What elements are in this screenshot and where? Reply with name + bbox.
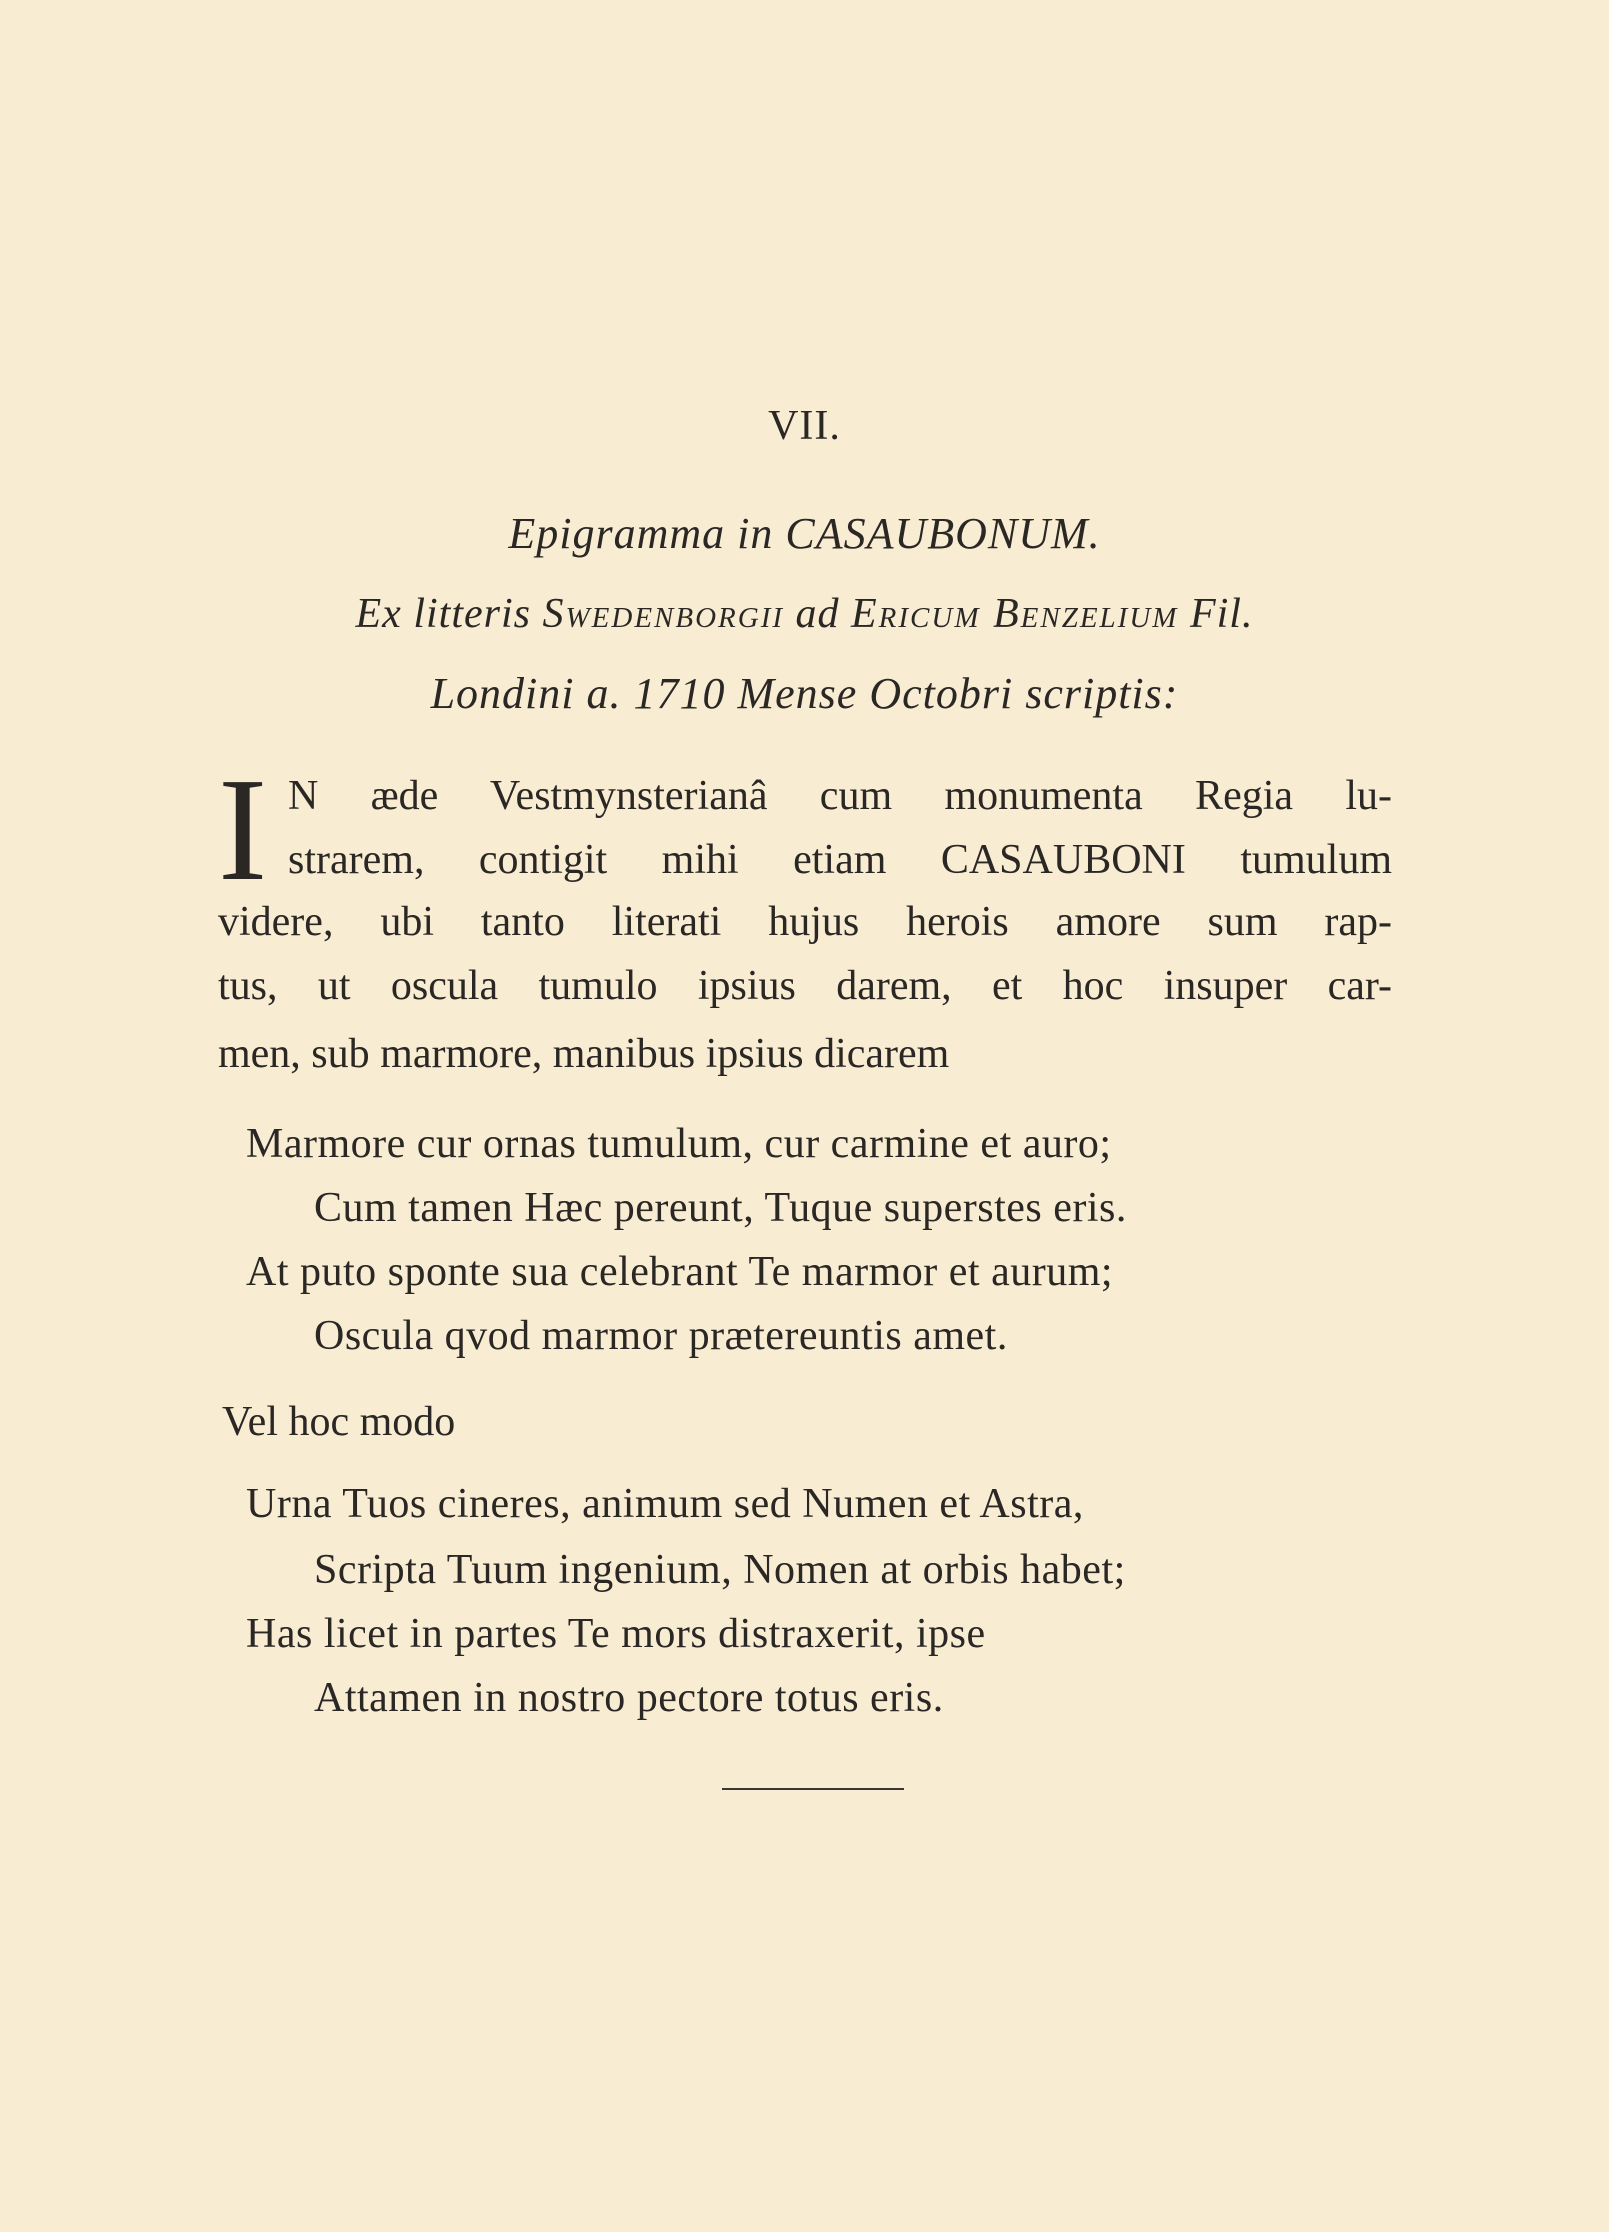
- verse-line: Oscula qvod marmor prætereuntis amet.: [314, 1313, 1008, 1359]
- prose-line: men, sub marmore, manibus ipsius dicarem: [218, 1031, 950, 1077]
- verse-line: Has licet in partes Te mors distraxerit, ipse: [246, 1611, 986, 1657]
- source-part-1: Ex litteris: [355, 591, 543, 637]
- source-author: Swedenborgii: [542, 591, 785, 637]
- verse-line: Scripta Tuum ingenium, Nomen at orbis habet;: [314, 1547, 1126, 1593]
- verse-line: Cum tamen Hæc pereunt, Tuque superstes eris.: [314, 1185, 1127, 1231]
- verse-line: Urna Tuos cineres, animum sed Numen et Astra,: [246, 1481, 1084, 1527]
- source-line: [0, 590, 1609, 638]
- source-part-2: ad: [784, 591, 852, 637]
- prose-line: videre, ubi tanto literati hujus herois amore sum rap-: [218, 899, 1392, 945]
- location-date-line: Londini a. 1710 Mense Octobri scriptis:: [430, 669, 1179, 718]
- source-recipient: Ericum Benzelium: [851, 591, 1179, 637]
- epigram-title-subject: CASAUBONUM.: [785, 509, 1101, 558]
- verse-line: Marmore cur ornas tumulum, cur carmine et auro;: [246, 1121, 1112, 1167]
- alternative-label: Vel hoc modo: [222, 1399, 456, 1445]
- chapter-number: VII.: [768, 403, 841, 449]
- prose-line: N æde Vestmynsterianâ cum monumenta Regia lu-: [288, 773, 1392, 819]
- end-rule-divider: [722, 1788, 904, 1790]
- source-part-3: Fil.: [1178, 591, 1254, 637]
- verse-line: Attamen in nostro pectore totus eris.: [314, 1675, 944, 1721]
- prose-line: strarem, contigit mihi etiam CASAUBONI tumulum: [288, 837, 1392, 883]
- epigram-title: [0, 508, 1609, 559]
- epigram-title-prefix: Epigramma in: [508, 509, 786, 558]
- drop-cap: I: [218, 748, 268, 912]
- prose-line: tus, ut oscula tumulo ipsius darem, et hoc insuper car-: [218, 963, 1392, 1009]
- verse-line: At puto sponte sua celebrant Te marmor et aurum;: [246, 1249, 1114, 1295]
